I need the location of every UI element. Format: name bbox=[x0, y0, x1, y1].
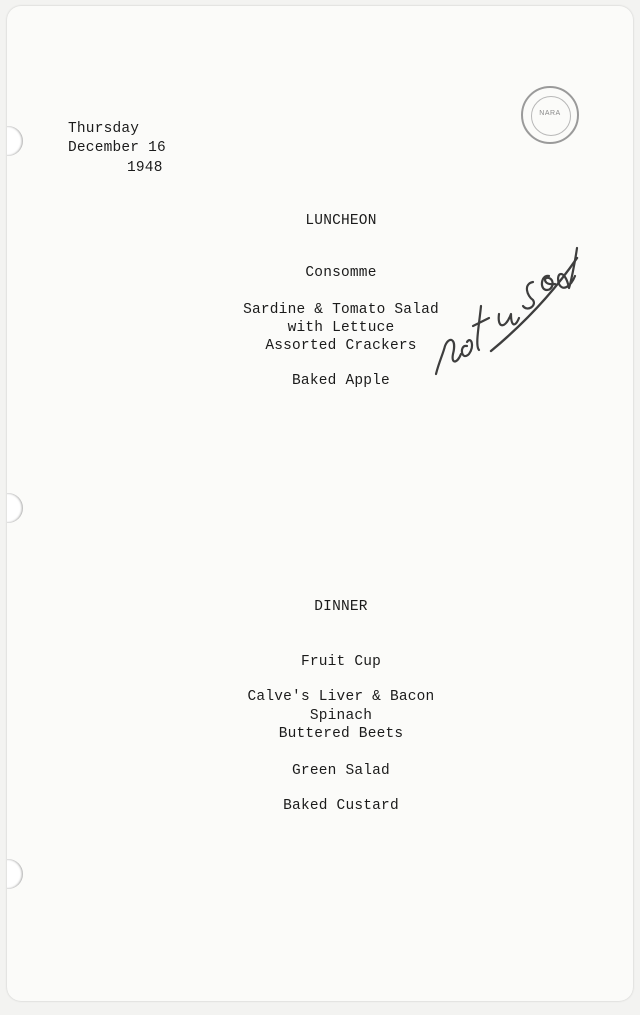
binder-hole-bottom bbox=[7, 859, 23, 889]
archive-stamp bbox=[521, 86, 579, 144]
luncheon-item: Assorted Crackers bbox=[265, 338, 417, 354]
dinner-item: Green Salad bbox=[292, 763, 390, 779]
dinner-item: Buttered Beets bbox=[278, 726, 404, 742]
date-month-day: December 16 bbox=[68, 140, 166, 156]
dinner-item: Spinach bbox=[309, 708, 373, 724]
dinner-item: Baked Custard bbox=[283, 798, 399, 814]
dinner-item: Fruit Cup bbox=[300, 654, 382, 670]
stamp-text: NARA bbox=[539, 110, 561, 117]
binder-hole-top bbox=[7, 126, 23, 156]
dinner-item: Calve's Liver & Bacon bbox=[247, 689, 435, 705]
binder-hole-middle bbox=[7, 493, 23, 523]
luncheon-heading: LUNCHEON bbox=[305, 213, 377, 229]
date-day: Thursday bbox=[68, 121, 140, 137]
date-year: 1948 bbox=[127, 160, 163, 176]
luncheon-item: with Lettuce bbox=[287, 320, 395, 336]
luncheon-item: Baked Apple bbox=[292, 373, 390, 389]
luncheon-item: Consomme bbox=[305, 265, 377, 281]
dinner-heading: DINNER bbox=[314, 599, 368, 615]
menu-page bbox=[7, 6, 633, 1001]
not-used-handwritten-note bbox=[431, 186, 601, 386]
luncheon-item: Sardine & Tomato Salad bbox=[243, 302, 439, 318]
